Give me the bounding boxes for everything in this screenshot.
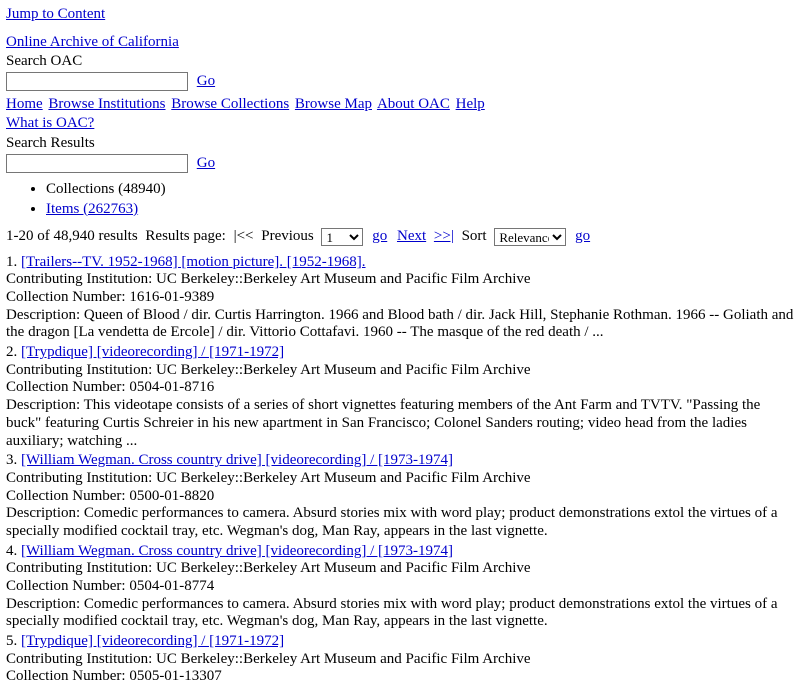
main-navbar — [6, 96, 794, 114]
search-oac-row — [6, 72, 794, 91]
collection-number-label: Collection Number: — [6, 289, 126, 305]
description-value: Comedic performances to camera. Absurd stories mix with word play; product demonstrations extol the virtues of a specially modified cocktail tray, etc. Wegman's dog, Man Ray, appears in the last vignette. — [6, 595, 778, 630]
result-title-line — [6, 543, 794, 561]
result-item — [6, 543, 794, 631]
sort-label: Sort — [461, 227, 487, 244]
collection-number-value: 0504-01-8716 — [129, 379, 215, 396]
institution-value: UC Berkeley::Berkeley Art Museum and Pacific Film Archive — [156, 469, 531, 486]
result-description-line — [6, 596, 794, 631]
collection-number-label: Collection Number: — [6, 487, 126, 504]
site-title-link[interactable]: Online Archive of California — [6, 33, 179, 50]
description-value: Comedic performances to camera. Absurd stories mix with word play; product demonstrations extol the virtues of a specially modified cocktail tray, etc. Wegman's dog, Man Ray, appears in the last vignette. — [6, 505, 778, 539]
description-label: Description: — [6, 397, 81, 414]
next-page-link[interactable]: Next — [396, 227, 427, 244]
result-item — [6, 633, 794, 686]
result-title-line — [6, 633, 794, 651]
what-is-oac-link[interactable]: What is OAC? — [6, 114, 95, 131]
collection-number-value: 0505-01-13307 — [129, 668, 222, 685]
result-title-link[interactable]: [Trailers--TV. 1952-1968] [motion picture]. [1952-1968]. — [21, 253, 366, 270]
nav-item-about-oac[interactable]: About OAC — [376, 96, 450, 113]
result-index: 5. — [6, 633, 18, 650]
result-institution-line — [6, 470, 794, 488]
sort-select[interactable] — [494, 228, 566, 246]
institution-value: UC Berkeley::Berkeley Art Museum and Pacific Film Archive — [156, 271, 531, 288]
last-page-link[interactable]: >>| — [433, 227, 454, 244]
tab-items[interactable] — [46, 201, 794, 219]
results-pagination-bar — [6, 228, 794, 246]
collection-number-value: 1616-01-9389 — [129, 289, 215, 305]
result-institution-line — [6, 362, 794, 380]
description-label: Description: — [6, 306, 81, 323]
tab-collections-label: Collections (48940) — [46, 181, 166, 198]
page-number-select[interactable] — [321, 228, 363, 246]
result-item — [6, 452, 794, 540]
result-collection-number-line — [6, 289, 794, 307]
institution-value: UC Berkeley::Berkeley Art Museum and Pacific Film Archive — [156, 650, 531, 667]
nav-item-browse-map[interactable]: Browse Map — [294, 96, 372, 113]
sort-go-link[interactable]: go — [575, 227, 591, 244]
description-value: This videotape consists of a series of short vignettes featuring members of the Ant Farm and TVTV. "Passing the buck" featuring Curtis Schreier in his new apartment in San Francisco; Colonel Sanders routing; video head from the ladies auxiliary; watching ... — [6, 397, 761, 449]
search-oac-go-link[interactable]: Go — [196, 72, 216, 89]
result-collection-number-line — [6, 668, 794, 686]
search-results-go-link[interactable]: Go — [196, 154, 216, 171]
result-description-line — [6, 307, 794, 342]
page-go-link[interactable]: go — [372, 227, 388, 244]
results-count-text: 1-20 of 48,940 results — [6, 227, 138, 244]
result-title-line — [6, 452, 794, 470]
result-title-link[interactable]: [Trypdique] [videorecording] / [1971-1972] — [21, 344, 285, 361]
result-index: 2. — [6, 344, 18, 361]
search-oac-label: Search OAC — [6, 53, 83, 70]
nav-item-browse-collections[interactable]: Browse Collections — [171, 96, 290, 113]
result-item — [6, 344, 794, 450]
collection-number-label: Collection Number: — [6, 578, 126, 594]
institution-value: UC Berkeley::Berkeley Art Museum and Pacific Film Archive — [156, 560, 531, 577]
jump-to-content-link[interactable]: Jump to Content — [6, 6, 106, 22]
institution-label: Contributing Institution: — [6, 560, 153, 577]
description-label: Description: — [6, 595, 81, 612]
result-institution-line — [6, 560, 794, 578]
result-type-tabs — [6, 181, 794, 218]
collection-number-value: 0504-01-8774 — [129, 578, 215, 594]
nav-item-help[interactable]: Help — [455, 96, 485, 113]
result-index: 1. — [6, 253, 18, 270]
result-description-line — [6, 505, 794, 540]
what-is-oac-row — [6, 115, 794, 133]
tab-collections — [46, 181, 794, 199]
collection-number-label: Collection Number: — [6, 668, 126, 685]
description-label: Description: — [6, 505, 81, 522]
result-item — [6, 254, 794, 342]
result-description-line — [6, 397, 794, 450]
collection-number-value: 0500-01-8820 — [129, 487, 215, 504]
result-institution-line — [6, 651, 794, 669]
result-title-link[interactable]: [William Wegman. Cross country drive] [videorecording] / [1973-1974] — [21, 542, 453, 559]
nav-item-home[interactable]: Home — [6, 96, 43, 113]
result-title-link[interactable]: [Trypdique] [videorecording] / [1971-1972] — [21, 633, 285, 650]
collection-number-label: Collection Number: — [6, 379, 126, 396]
institution-label: Contributing Institution: — [6, 361, 153, 378]
nav-item-browse-institutions[interactable]: Browse Institutions — [48, 96, 166, 113]
results-page-label: Results page: — [145, 227, 226, 244]
institution-label: Contributing Institution: — [6, 271, 153, 288]
result-title-link[interactable]: [William Wegman. Cross country drive] [videorecording] / [1973-1974] — [21, 452, 453, 469]
institution-label: Contributing Institution: — [6, 469, 153, 486]
result-collection-number-line — [6, 578, 794, 596]
institution-label: Contributing Institution: — [6, 650, 153, 667]
result-index: 3. — [6, 452, 18, 469]
result-title-line — [6, 254, 794, 272]
result-title-line — [6, 344, 794, 362]
previous-page-label: Previous — [261, 227, 314, 244]
description-value: Queen of Blood / dir. Curtis Harrington. 1966 and Blood bath / dir. Jack Hill, Stephanie Rothman. 1966 -- Goliath and the dragon [La vendetta de Ercole] / dir. Vittorio Cottafavi. 1960 -- The masque of the red death / ... — [6, 306, 794, 341]
first-page-label: |<< — [233, 227, 254, 244]
site-title — [6, 34, 794, 52]
search-oac-input[interactable] — [6, 72, 188, 91]
result-index: 4. — [6, 542, 18, 559]
institution-value: UC Berkeley::Berkeley Art Museum and Pacific Film Archive — [156, 361, 531, 378]
result-institution-line — [6, 271, 794, 289]
result-collection-number-line — [6, 488, 794, 506]
result-collection-number-line — [6, 379, 794, 397]
search-results-input[interactable] — [6, 154, 188, 173]
search-results-row — [6, 154, 794, 173]
search-results-label: Search Results — [6, 135, 95, 152]
tab-items-link[interactable]: Items (262763) — [46, 200, 139, 217]
